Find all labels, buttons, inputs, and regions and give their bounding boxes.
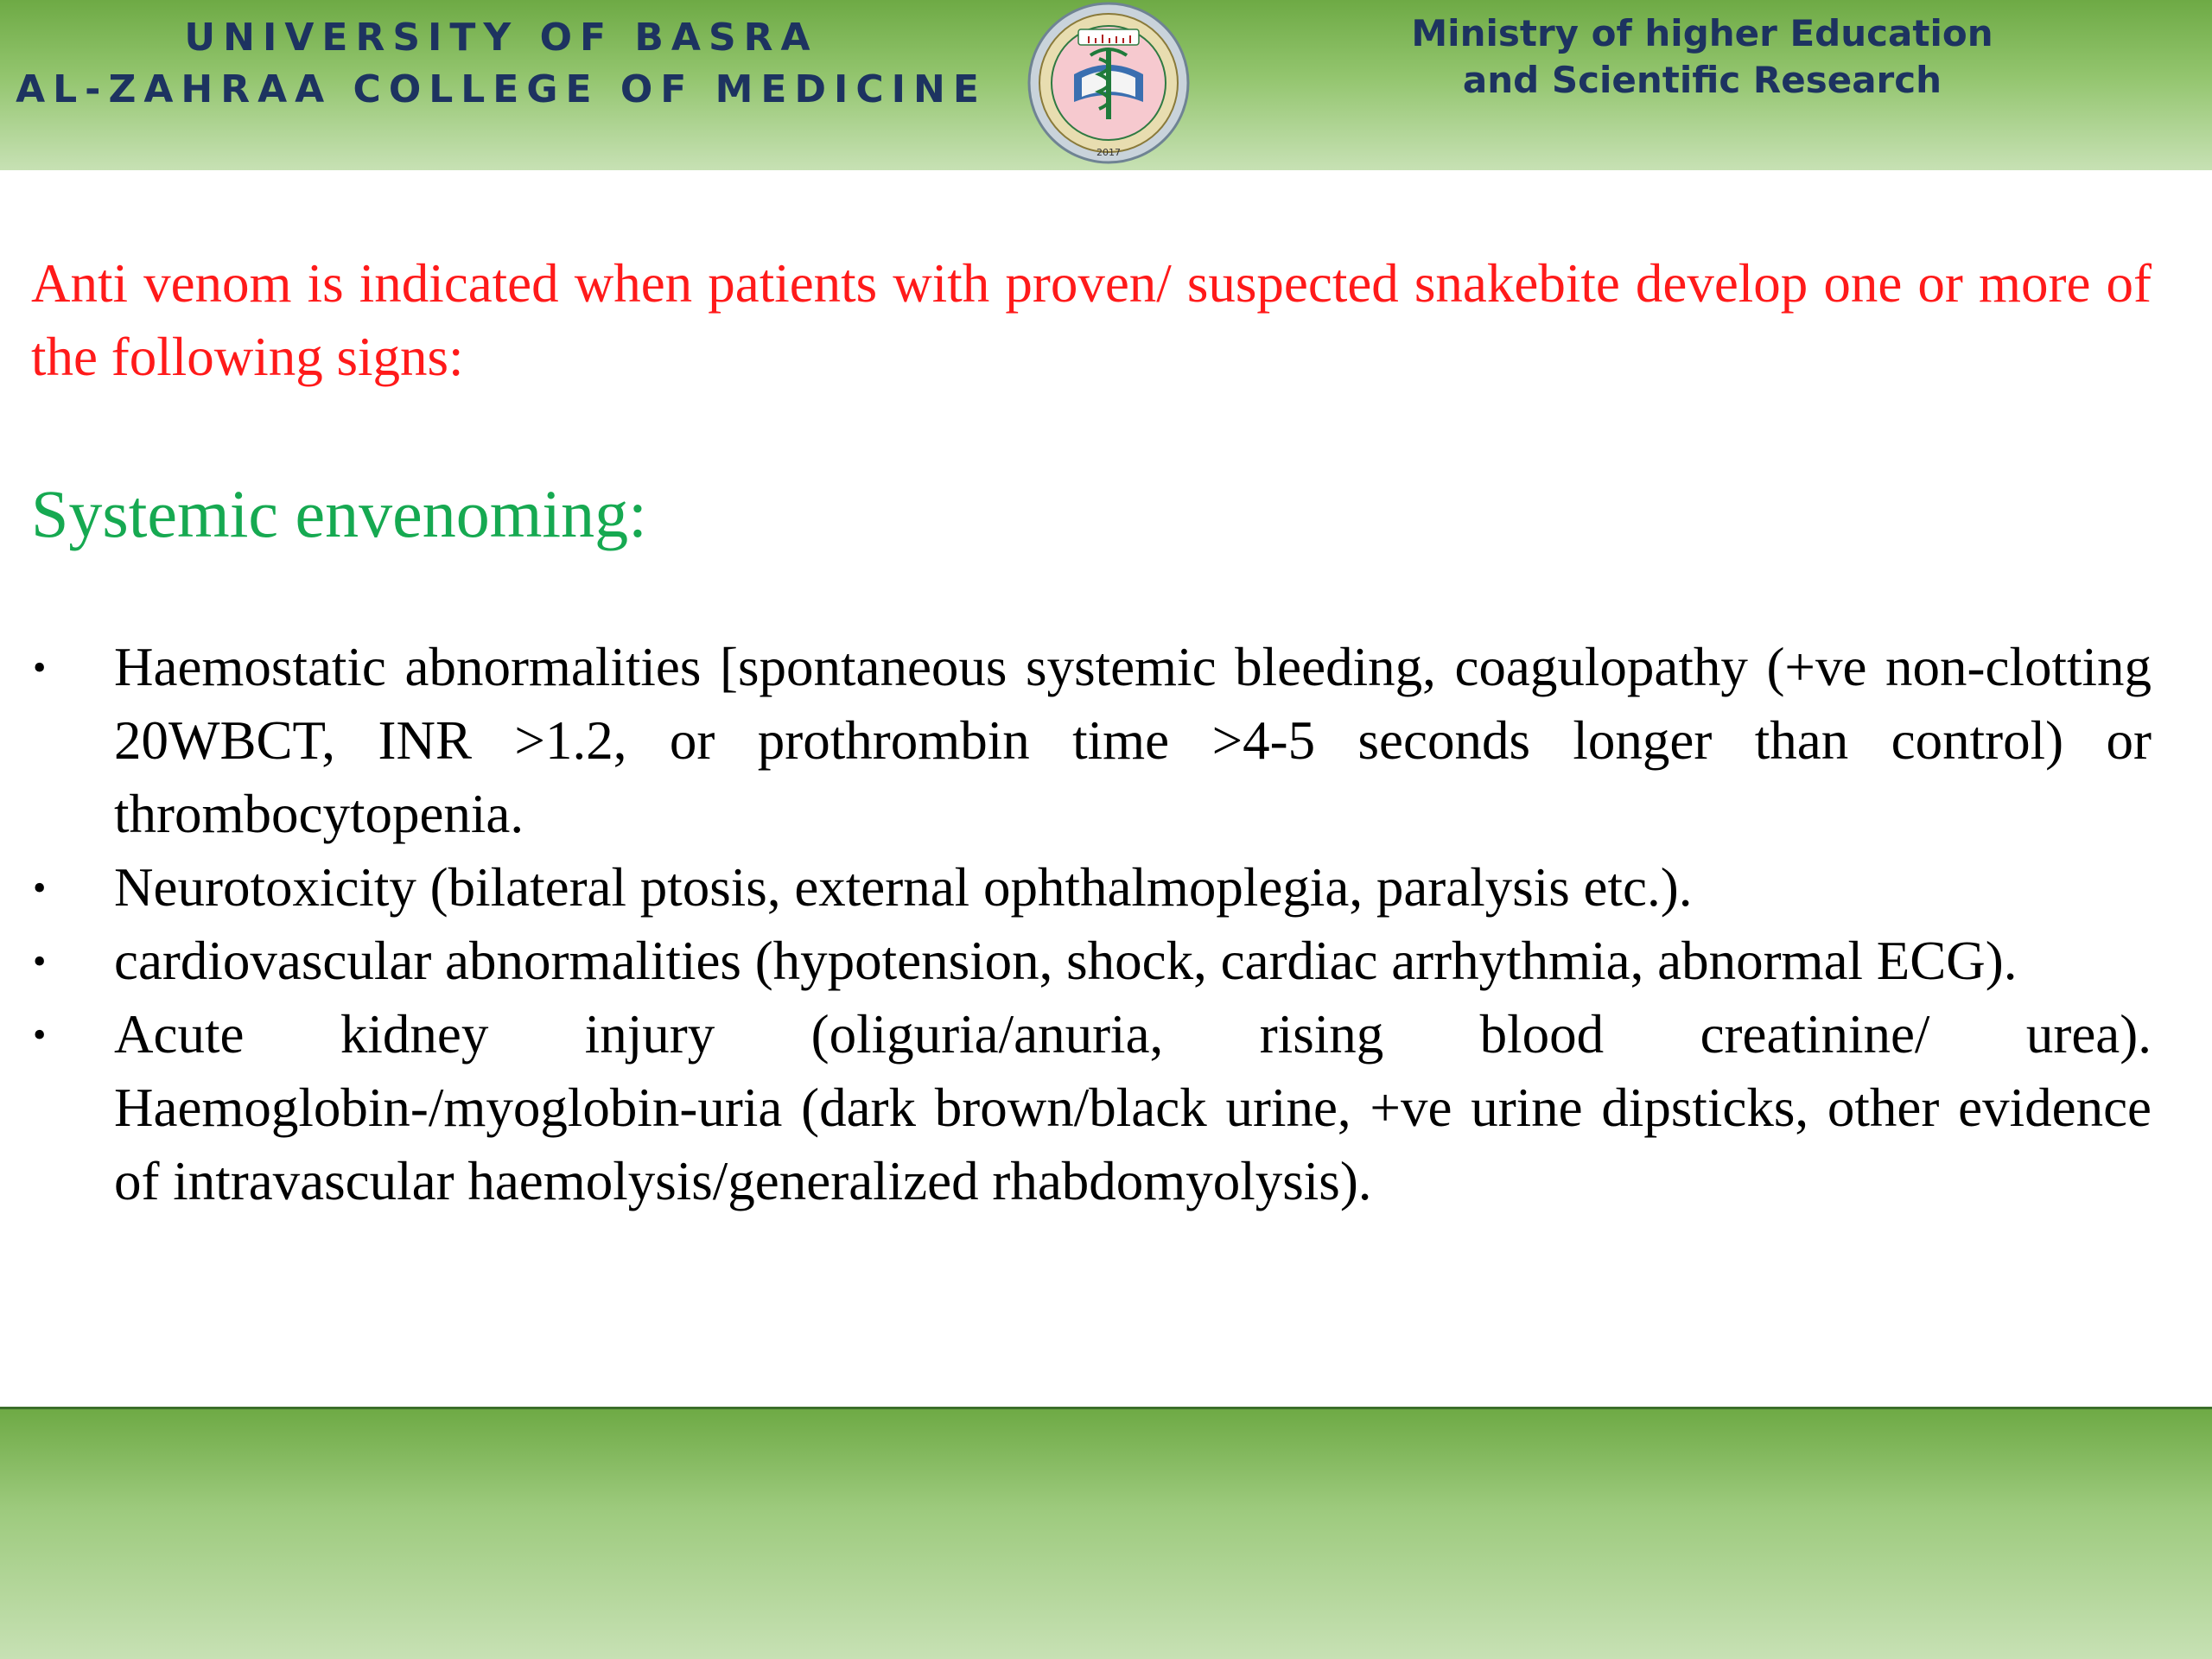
list-item-text: Neurotoxicity (bilateral ptosis, external ophthalmoplegia, paralysis etc.). [114,857,1693,918]
college-logo [1013,0,1205,166]
header-band [0,0,2212,170]
list-item-text: Haemostatic abnormalities [spontaneous systemic bleeding, coagulopathy (+ve non-clotting 20WBCT, INR >1.2, or prothrombin time >4-5 seconds longer than control) or thrombocytopenia. [114,637,2152,844]
list-item [31,925,2152,998]
bullet-icon: • [33,646,47,689]
list-item-text: cardiovascular abnormalities (hypotension, shock, cardiac arrhythmia, abnormal ECG). [114,931,2018,991]
list-item [31,851,2152,925]
signs-list [31,631,2152,1218]
bullet-icon: • [33,1014,47,1056]
intro-text: Anti venom is indicated when patients with proven/ suspected snakebite develop one or more of the following signs: [31,253,2152,387]
logo-year: 2017 [1096,147,1121,158]
list-item [31,631,2152,851]
university-name: UNIVERSITY OF BASRA [184,16,818,60]
list-item-text: Acute kidney injury (oliguria/anuria, rising blood creatinine/ urea). Haemoglobin-/myoglobin-uria (dark brown/black urine, +ve urine dipsticks, other evidence of intravascular haemolysis/generalized rhabdomyolysis). [114,1004,2152,1211]
bullet-icon: • [33,867,47,909]
list-item [31,998,2152,1218]
bullet-icon: • [33,940,47,982]
ministry-subtitle: and Scientific Research [1462,59,1942,101]
footer-band [0,1407,2212,1659]
section-heading: Systemic envenoming: [31,476,647,551]
college-name: AL-ZAHRAA COLLEGE OF MEDICINE [16,67,987,111]
ministry-name: Ministry of higher Education [1411,12,1993,54]
